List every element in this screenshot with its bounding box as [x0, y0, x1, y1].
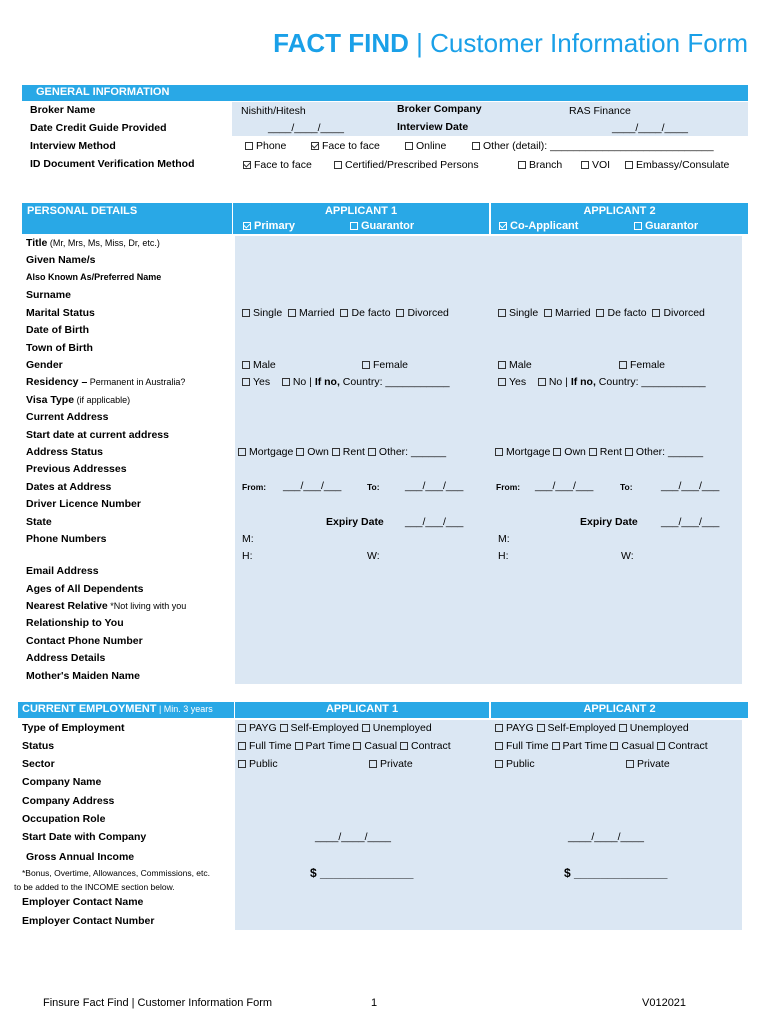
- start-date-company-label: Start Date with Company: [22, 831, 147, 843]
- checkbox-icon: [581, 161, 589, 169]
- id-voi-option[interactable]: VOI: [581, 159, 610, 171]
- date-credit-guide-label: Date Credit Guide Provided: [30, 122, 167, 134]
- gross-income-note-2: to be added to the INCOME section below.: [14, 882, 175, 892]
- address-status-label: Address Status: [26, 446, 104, 458]
- employment-type-options-2[interactable]: PAYG Self-Employed Unemployed: [495, 722, 689, 734]
- checkbox-icon: [552, 742, 560, 750]
- checkbox-icon: [495, 760, 503, 768]
- checkbox-icon: [396, 309, 404, 317]
- checkbox-icon: [544, 309, 552, 317]
- ages-dependents-label: Ages of All Dependents: [26, 583, 144, 595]
- checkbox-icon: [238, 760, 246, 768]
- start-date-company-1[interactable]: ____/____/____: [315, 831, 391, 843]
- checkbox-icon: [626, 760, 634, 768]
- broker-company-value[interactable]: RAS Finance: [569, 105, 631, 117]
- checkbox-icon: [369, 760, 377, 768]
- broker-name-value[interactable]: Nishith/Hitesh: [241, 105, 306, 117]
- checkbox-checked-icon: [499, 222, 507, 230]
- id-embassy-option[interactable]: Embassy/Consulate: [625, 159, 729, 171]
- gender-male-2[interactable]: Male: [498, 359, 532, 371]
- checkbox-icon: [498, 378, 506, 386]
- id-cert-option[interactable]: Certified/Prescribed Persons: [334, 159, 479, 171]
- checkbox-icon: [537, 724, 545, 732]
- start-date-company-2[interactable]: ____/____/____: [568, 831, 644, 843]
- checkbox-icon: [242, 378, 250, 386]
- im-online-option[interactable]: Online: [405, 140, 446, 152]
- to-date-2[interactable]: ___/___/___: [661, 480, 720, 492]
- mobile-label-2: M:: [498, 533, 510, 545]
- employer-contact-number-label: Employer Contact Number: [22, 915, 155, 927]
- primary-option[interactable]: Primary: [243, 220, 295, 232]
- sector-private-2[interactable]: Private: [626, 758, 670, 770]
- residency-options-1[interactable]: Yes No | If no, Country: ___________: [242, 376, 450, 388]
- state-label: State: [26, 516, 52, 528]
- checkbox-icon: [368, 448, 376, 456]
- address-status-options-1[interactable]: Mortgage Own Rent Other: ______: [238, 446, 446, 458]
- checkbox-icon: [362, 724, 370, 732]
- address-details-label: Address Details: [26, 652, 106, 664]
- mobile-label-1: M:: [242, 533, 254, 545]
- to-label-1: To:: [367, 482, 380, 492]
- company-name-label: Company Name: [22, 776, 102, 788]
- footer-page-number: 1: [371, 997, 378, 1009]
- checkbox-icon: [280, 724, 288, 732]
- to-label-2: To:: [620, 482, 633, 492]
- gender-female-1[interactable]: Female: [362, 359, 408, 371]
- start-date-address-label: Start date at current address: [26, 429, 169, 441]
- expiry-label-1: Expiry Date: [326, 516, 384, 528]
- employment-type-options-1[interactable]: PAYG Self-Employed Unemployed: [238, 722, 432, 734]
- title-label: Title (Mr, Mrs, Ms, Miss, Dr, etc.): [26, 237, 160, 249]
- work-label-2: W:: [621, 550, 634, 562]
- checkbox-icon: [296, 448, 304, 456]
- gender-female-2[interactable]: Female: [619, 359, 665, 371]
- footer-form-name: Finsure Fact Find | Customer Information Form: [43, 997, 273, 1009]
- given-names-label: Given Name/s: [26, 254, 96, 266]
- interview-date-label: Interview Date: [397, 121, 469, 133]
- home-label-1: H:: [242, 550, 253, 562]
- checkbox-icon: [610, 742, 618, 750]
- checkbox-icon: [400, 742, 408, 750]
- id-branch-option[interactable]: Branch: [518, 159, 562, 171]
- expiry-date-2[interactable]: ___/___/___: [661, 516, 720, 528]
- checkbox-icon: [405, 142, 413, 150]
- personal-shade: [235, 236, 742, 684]
- employer-contact-name-label: Employer Contact Name: [22, 896, 144, 908]
- im-face-option[interactable]: Face to face: [311, 140, 380, 152]
- expiry-label-2: Expiry Date: [580, 516, 638, 528]
- residency-options-2[interactable]: Yes No | If no, Country: ___________: [498, 376, 706, 388]
- address-status-options-2[interactable]: Mortgage Own Rent Other: ______: [495, 446, 703, 458]
- checkbox-icon: [245, 142, 253, 150]
- work-label-1: W:: [367, 550, 380, 562]
- personal-details-header: PERSONAL DETAILS: [22, 203, 232, 234]
- sector-public-2[interactable]: Public: [495, 758, 535, 770]
- im-phone-option[interactable]: Phone: [245, 140, 286, 152]
- checkbox-icon: [238, 724, 246, 732]
- gross-income-label: Gross Annual Income: [26, 851, 135, 863]
- checkbox-icon: [498, 309, 506, 317]
- checkbox-checked-icon: [243, 161, 251, 169]
- emp-applicant1-header: APPLICANT 1: [235, 702, 489, 718]
- checkbox-icon: [538, 378, 546, 386]
- checkbox-icon: [553, 448, 561, 456]
- checkbox-icon: [242, 309, 250, 317]
- employment-type-label: Type of Employment: [22, 722, 125, 734]
- checkbox-icon: [625, 448, 633, 456]
- checkbox-icon: [353, 742, 361, 750]
- from-date-1[interactable]: ___/___/___: [283, 480, 342, 492]
- gross-income-note-1: *Bonus, Overtime, Allowances, Commissions, etc.: [22, 868, 211, 878]
- occupation-label: Occupation Role: [22, 813, 106, 825]
- co-applicant-option[interactable]: Co-Applicant: [499, 220, 578, 232]
- marital-status-label: Marital Status: [26, 307, 95, 319]
- checkbox-icon: [625, 161, 633, 169]
- sector-private-1[interactable]: Private: [369, 758, 413, 770]
- applicant1-header: APPLICANT 1 Primary Guarantor: [233, 203, 489, 234]
- checkbox-checked-icon: [243, 222, 251, 230]
- checkbox-icon: [282, 378, 290, 386]
- checkbox-icon: [596, 309, 604, 317]
- employment-status-label: Status: [22, 740, 55, 752]
- email-label: Email Address: [26, 565, 99, 577]
- checkbox-icon: [340, 309, 348, 317]
- checkbox-icon: [619, 361, 627, 369]
- previous-addresses-label: Previous Addresses: [26, 463, 127, 475]
- checkbox-icon: [350, 222, 358, 230]
- maiden-name-label: Mother's Maiden Name: [26, 670, 140, 682]
- gross-income-2[interactable]: $ ______________: [564, 866, 668, 880]
- interview-method-label: Interview Method: [30, 140, 116, 152]
- checkbox-icon: [652, 309, 660, 317]
- footer-version: V012021: [642, 997, 687, 1009]
- marital-options-1[interactable]: Single Married De facto Divorced: [242, 307, 449, 319]
- gender-male-1[interactable]: Male: [242, 359, 276, 371]
- checkbox-icon: [472, 142, 480, 150]
- expiry-date-1[interactable]: ___/___/___: [405, 516, 464, 528]
- dates-at-address-label: Dates at Address: [26, 481, 112, 493]
- checkbox-icon: [362, 361, 370, 369]
- relationship-label: Relationship to You: [26, 617, 124, 629]
- checkbox-icon: [657, 742, 665, 750]
- checkbox-icon: [288, 309, 296, 317]
- aka-label: Also Known As/Preferred Name: [26, 272, 162, 282]
- checkbox-icon: [589, 448, 597, 456]
- contact-phone-label: Contact Phone Number: [26, 635, 143, 647]
- broker-company-label: Broker Company: [397, 103, 482, 115]
- guarantor-option-1[interactable]: Guarantor: [350, 220, 414, 232]
- nearest-relative-label: Nearest Relative *Not living with you: [26, 600, 187, 612]
- checkbox-icon: [332, 448, 340, 456]
- checkbox-icon: [295, 742, 303, 750]
- general-info-header: GENERAL INFORMATION: [22, 85, 748, 101]
- checkbox-icon: [634, 222, 642, 230]
- checkbox-icon: [495, 724, 503, 732]
- employment-status-options-2[interactable]: Full Time Part Time Casual Contract: [495, 740, 708, 752]
- from-label-2: From:: [496, 482, 521, 492]
- checkbox-icon: [495, 742, 503, 750]
- gender-label: Gender: [26, 359, 63, 371]
- guarantor-option-2[interactable]: Guarantor: [634, 220, 698, 232]
- interview-date-value[interactable]: ____/____/____: [612, 122, 688, 134]
- checkbox-icon: [238, 448, 246, 456]
- checkbox-icon: [498, 361, 506, 369]
- licence-label: Driver Licence Number: [26, 498, 141, 510]
- gross-income-1[interactable]: $ ______________: [310, 866, 414, 880]
- id-face-option[interactable]: Face to face: [243, 159, 312, 171]
- broker-name-label: Broker Name: [30, 104, 96, 116]
- checkbox-icon: [238, 742, 246, 750]
- checkbox-icon: [619, 724, 627, 732]
- employment-header: CURRENT EMPLOYMENT | Min. 3 years: [18, 702, 234, 718]
- to-date-1[interactable]: ___/___/___: [405, 480, 464, 492]
- checkbox-checked-icon: [311, 142, 319, 150]
- dob-label: Date of Birth: [26, 324, 89, 336]
- im-other-option[interactable]: Other (detail): ____________________________: [472, 140, 714, 152]
- checkbox-icon: [518, 161, 526, 169]
- checkbox-icon: [334, 161, 342, 169]
- home-label-2: H:: [498, 550, 509, 562]
- residency-label: Residency – Permanent in Australia?: [26, 376, 186, 388]
- checkbox-icon: [242, 361, 250, 369]
- sector-label: Sector: [22, 758, 55, 770]
- applicant2-header: APPLICANT 2 Co-Applicant Guarantor: [491, 203, 748, 234]
- id-verification-label: ID Document Verification Method: [30, 158, 195, 170]
- from-date-2[interactable]: ___/___/___: [535, 480, 594, 492]
- town-of-birth-label: Town of Birth: [26, 342, 93, 354]
- page-title: FACT FIND | Customer Information Form: [273, 28, 748, 58]
- surname-label: Surname: [26, 289, 71, 301]
- from-label-1: From:: [242, 482, 267, 492]
- current-address-label: Current Address: [26, 411, 109, 423]
- sector-public-1[interactable]: Public: [238, 758, 278, 770]
- phone-numbers-label: Phone Numbers: [26, 533, 107, 545]
- company-address-label: Company Address: [22, 795, 115, 807]
- employment-status-options-1[interactable]: Full Time Part Time Casual Contract: [238, 740, 451, 752]
- emp-applicant2-header: APPLICANT 2: [491, 702, 748, 718]
- checkbox-icon: [495, 448, 503, 456]
- visa-type-label: Visa Type (if applicable): [26, 394, 131, 406]
- marital-options-2[interactable]: Single Married De facto Divorced: [498, 307, 705, 319]
- date-credit-guide-value[interactable]: ____/____/____: [268, 122, 344, 134]
